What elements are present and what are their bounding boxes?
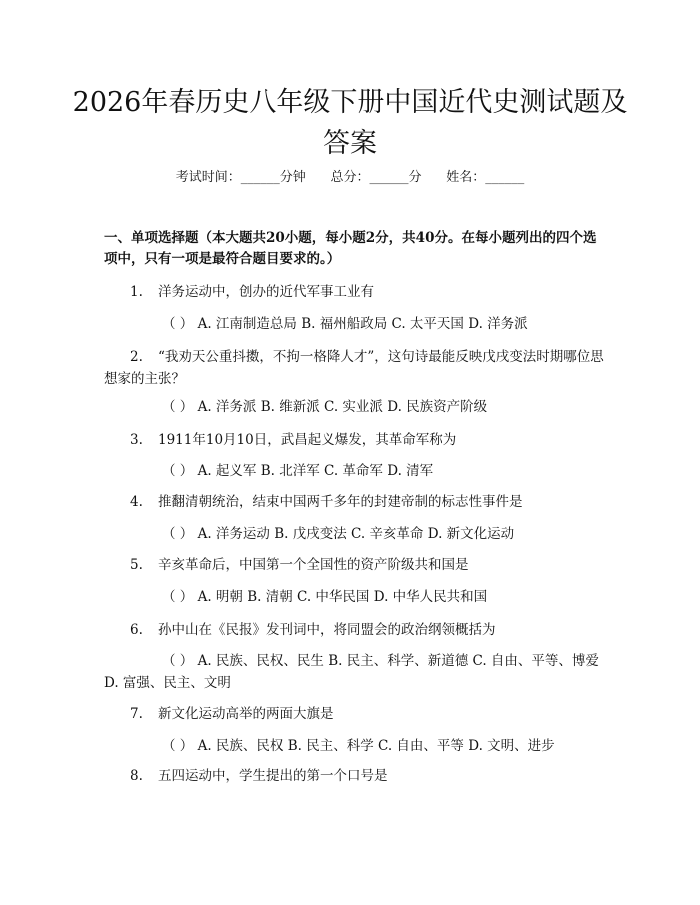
- question-number: 5.: [130, 557, 143, 573]
- question-4: [130, 492, 610, 512]
- question-text: 辛亥革命后，中国第一个全国性的资产阶级共和国是: [158, 557, 469, 573]
- question-text: “我劝天公重抖擞，不拘一格降人才”，这句诗最能反映戊戌变法时期哪位思想家的主张？: [104, 349, 604, 387]
- question-number: 1.: [130, 284, 143, 300]
- question-1-options: （ ） A. 江南制造总局 B. 福州船政局 C. 太平天国 D. 洋务派: [162, 316, 528, 332]
- question-2-options: （ ） A. 洋务派 B. 维新派 C. 实业派 D. 民族资产阶级: [162, 399, 488, 415]
- question-8: [130, 766, 610, 786]
- question-number: 4.: [130, 494, 143, 510]
- question-5-options: （ ） A. 明朝 B. 清朝 C. 中华民国 D. 中华人民共和国: [162, 589, 488, 605]
- question-number: 2.: [130, 349, 143, 365]
- question-6-options: （ ） A. 民族、民权、民生 B. 民主、科学、新道德 C. 自由、平等、博爱 D. 富强、民主、文明: [104, 653, 599, 691]
- question-number: 6.: [130, 622, 143, 638]
- question-3: [130, 430, 610, 450]
- question-3-options: （ ） A. 起义军 B. 北洋军 C. 革命军 D. 清军: [162, 463, 434, 479]
- page-title: 2026年春历史八年级下册中国近代史测试题及答案: [72, 87, 628, 159]
- question-text: 推翻清朝统治，结束中国两千多年的封建帝制的标志性事件是: [158, 494, 523, 510]
- question-text: 五四运动中，学生提出的第一个口号是: [158, 768, 388, 784]
- question-5: [130, 555, 610, 575]
- exam-info-line: 考试时间：______分钟 总分：______分 姓名：______: [175, 170, 525, 185]
- question-number: 7.: [130, 706, 143, 722]
- question-text: 孙中山在《民报》发刊词中，将同盟会的政治纲领概括为: [158, 622, 496, 638]
- question-7: [130, 704, 610, 724]
- question-text: 洋务运动中，创办的近代军事工业有: [158, 284, 374, 300]
- question-number: 3.: [130, 432, 143, 448]
- question-number: 8.: [130, 768, 143, 784]
- question-4-options: （ ） A. 洋务运动 B. 戊戌变法 C. 辛亥革命 D. 新文化运动: [162, 526, 515, 542]
- question-6: [130, 620, 610, 640]
- question-7-options: （ ） A. 民族、民权 B. 民主、科学 C. 自由、平等 D. 文明、进步: [162, 738, 555, 754]
- question-text: 1911年10月10日，武昌起义爆发，其革命军称为: [158, 432, 457, 448]
- question-1: [130, 282, 610, 302]
- section-heading: 一、单项选择题（本大题共20小题，每小题2分，共40分。在每小题列出的四个选项中，只有一项是最符合题目要求的。）: [104, 230, 597, 267]
- question-text: 新文化运动高举的两面大旗是: [158, 706, 334, 722]
- question-2: [104, 346, 604, 390]
